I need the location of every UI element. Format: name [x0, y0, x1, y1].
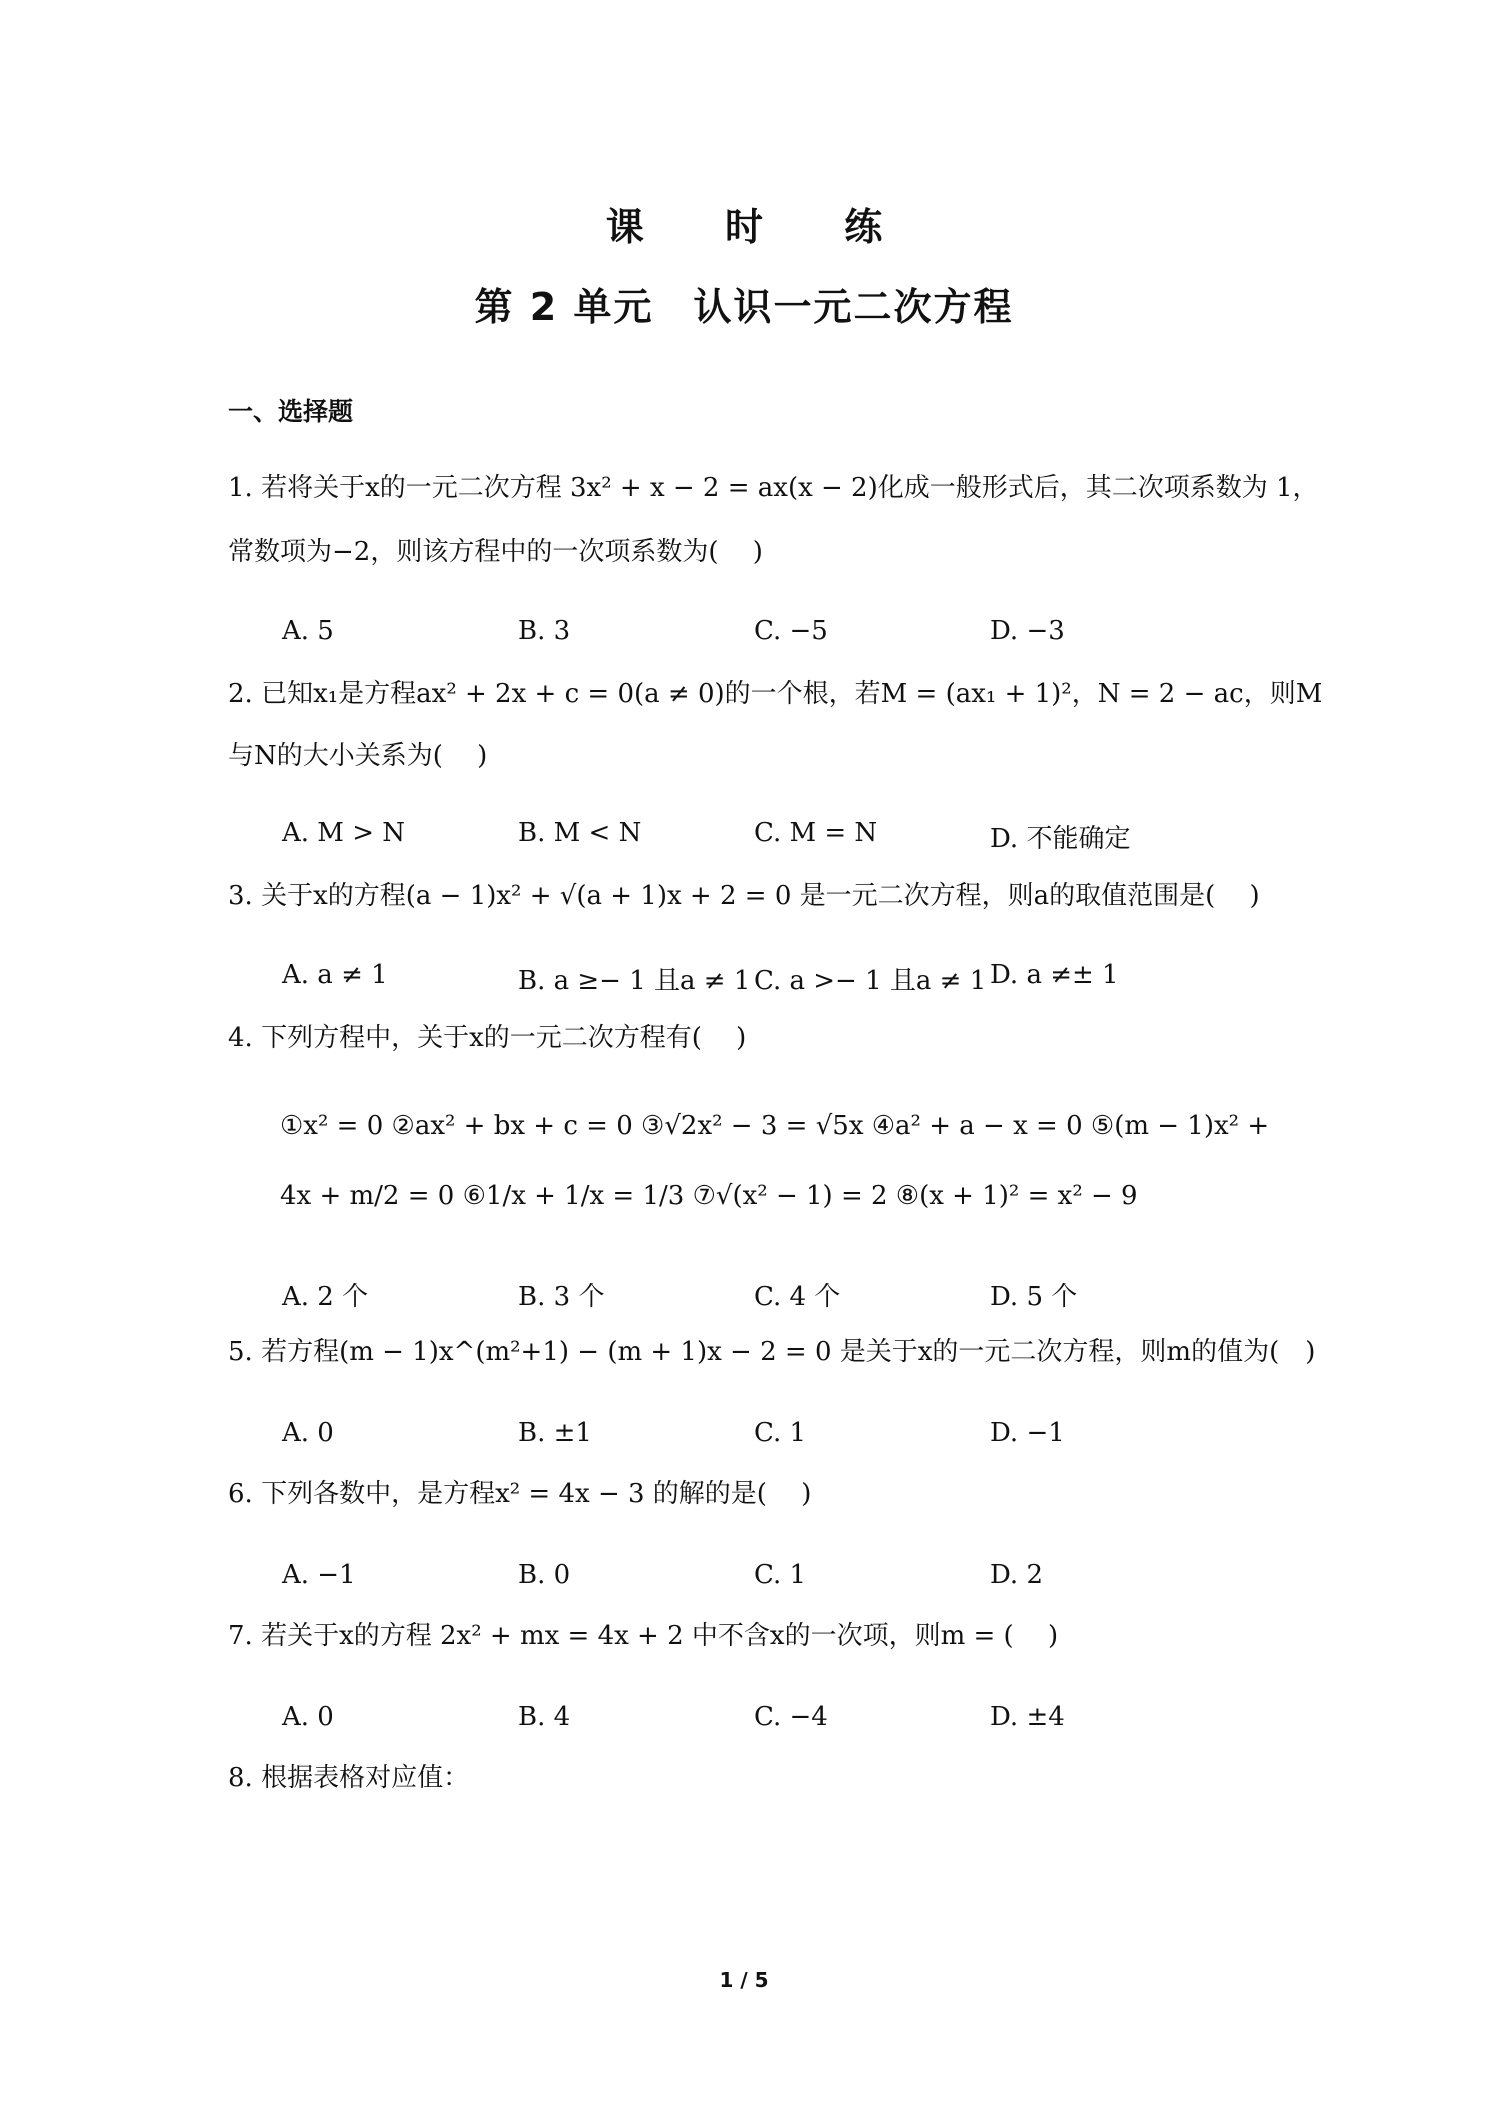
question-5-options	[282, 1418, 1282, 1458]
question-8-line-1: 8. 根据表格对应值：	[228, 1763, 470, 1793]
question-1-line-1: 1. 若将关于x的一元二次方程 3x² + x − 2 = ax(x − 2)化成一般形式后，其二次项系数为 1，	[228, 473, 1319, 503]
question-6-options	[282, 1560, 1282, 1600]
question-4-options	[282, 1276, 1282, 1316]
option-d: D. 5 个	[990, 1282, 1078, 1312]
option-c: C. M = N	[754, 818, 878, 848]
question-3-line-1: 3. 关于x的方程(a − 1)x² + √(a + 1)x + 2 = 0 是一元二次方程，则a的取值范围是( )	[228, 881, 1260, 911]
option-b: B. 3 个	[518, 1282, 605, 1312]
question-1-line-2: 常数项为−2，则该方程中的一次项系数为( )	[228, 537, 763, 567]
section-heading: 一、选择题	[228, 397, 354, 426]
question-2-line-2: 与N的大小关系为( )	[228, 741, 488, 771]
option-a: A. a ≠ 1	[282, 960, 388, 990]
option-c: C. 4 个	[754, 1282, 841, 1312]
question-2-options	[282, 818, 1282, 858]
option-b: B. a ≥− 1 且a ≠ 1	[518, 966, 751, 996]
option-b: B. 0	[518, 1560, 571, 1590]
page-title: 课 时 练	[605, 205, 917, 249]
option-a: A. −1	[282, 1560, 356, 1590]
option-a: A. M > N	[282, 818, 405, 848]
option-d: D. 不能确定	[990, 824, 1131, 854]
question-2-line-1: 2. 已知x₁是方程ax² + 2x + c = 0(a ≠ 0)的一个根，若M = (ax₁ + 1)²，N = 2 − ac，则M	[228, 679, 1323, 709]
question-1-options	[282, 616, 1282, 656]
option-d: D. −3	[990, 616, 1065, 646]
question-7-options	[282, 1702, 1282, 1742]
option-a: A. 0	[282, 1702, 334, 1732]
option-d: D. −1	[990, 1418, 1065, 1448]
question-5-line-1: 5. 若方程(m − 1)x^(m²+1) − (m + 1)x − 2 = 0 是关于x的一元二次方程，则m的值为( )	[228, 1337, 1316, 1367]
unit-subtitle: 第 2 单元 认识一元二次方程	[474, 285, 1014, 329]
option-a: A. 2 个	[282, 1282, 369, 1312]
option-b: B. 3	[518, 616, 571, 646]
question-4-line-1: 4. 下列方程中，关于x的一元二次方程有( )	[228, 1023, 747, 1053]
question-7-line-1: 7. 若关于x的方程 2x² + mx = 4x + 2 中不含x的一次项，则m = ( )	[228, 1621, 1059, 1651]
option-b: B. M < N	[518, 818, 642, 848]
page-number: 1 / 5	[719, 1968, 769, 1992]
option-c: C. 1	[754, 1560, 807, 1590]
option-c: C. a >− 1 且a ≠ 1	[754, 966, 987, 996]
option-b: B. ±1	[518, 1418, 592, 1448]
question-3-options	[282, 960, 1282, 1000]
option-c: C. 1	[754, 1418, 807, 1448]
option-d: D. a ≠± 1	[990, 960, 1119, 990]
option-c: C. −4	[754, 1702, 828, 1732]
question-4-line-3: 4x + m/2 = 0 ⑥1/x + 1/x = 1/3 ⑦√(x² − 1) = 2 ⑧(x + 1)² = x² − 9	[280, 1181, 1138, 1211]
option-b: B. 4	[518, 1702, 571, 1732]
option-d: D. ±4	[990, 1702, 1065, 1732]
question-6-line-1: 6. 下列各数中，是方程x² = 4x − 3 的解的是( )	[228, 1479, 812, 1509]
question-4-line-2: ①x² = 0 ②ax² + bx + c = 0 ③√2x² − 3 = √5x ④a² + a − x = 0 ⑤(m − 1)x² +	[280, 1111, 1270, 1141]
option-c: C. −5	[754, 616, 828, 646]
option-d: D. 2	[990, 1560, 1043, 1590]
option-a: A. 0	[282, 1418, 334, 1448]
option-a: A. 5	[282, 616, 334, 646]
